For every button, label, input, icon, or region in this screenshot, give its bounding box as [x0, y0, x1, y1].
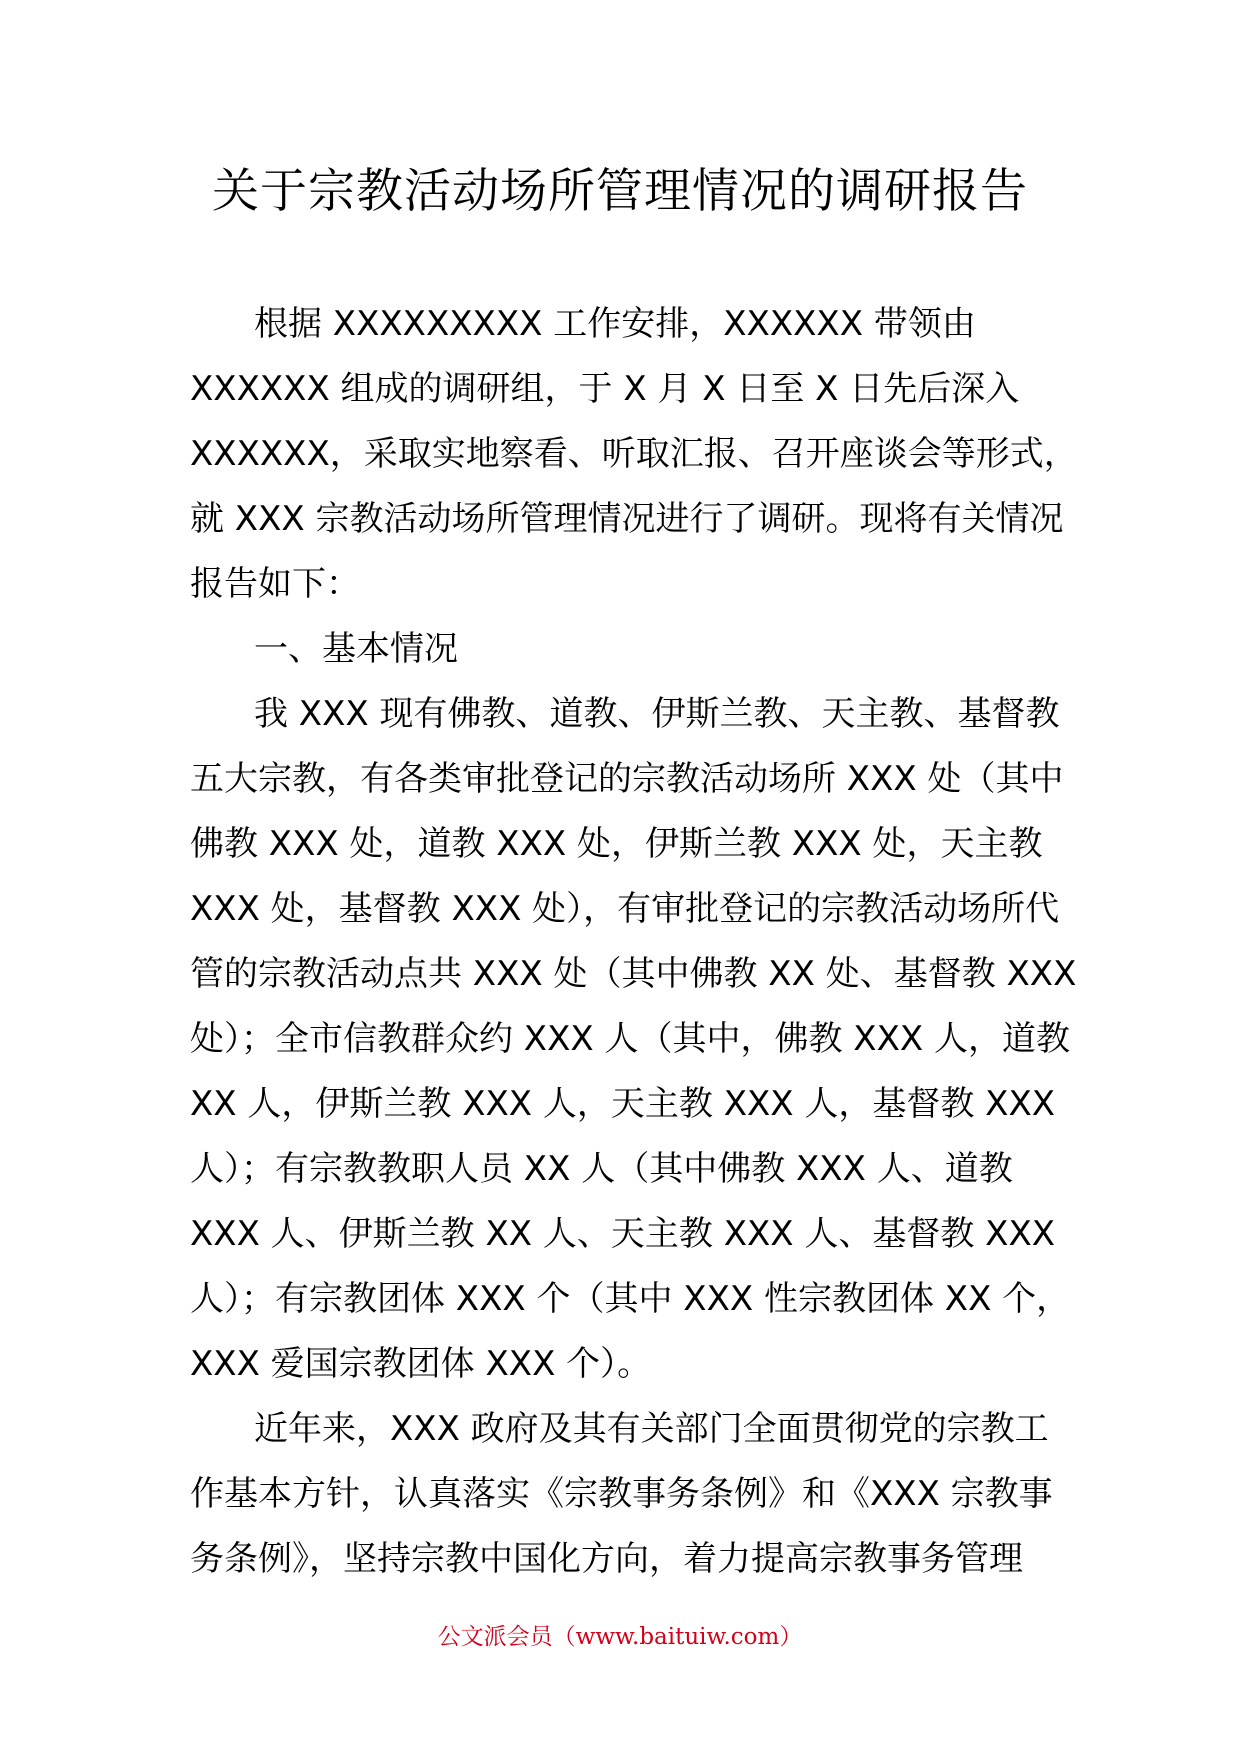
watermark-footer: 公文派会员（www.baituiw.com） [437, 1624, 803, 1650]
body-line-16: 人）；有宗教团体 XXX 个（其中 XXX 性宗教团体 XX 个， [190, 1279, 1071, 1319]
section-heading-basic: 一、基本情况 [254, 629, 458, 669]
body-line-15: XXX 人、伊斯兰教 XX 人、天主教 XXX 人、基督教 XXX [190, 1214, 1056, 1254]
body-line-5: 报告如下： [190, 564, 360, 604]
body-line-3: XXXXXX，采取实地察看、听取汇报、召开座谈会等形式， [190, 434, 1078, 474]
body-line-9: 佛教 XXX 处，道教 XXX 处，伊斯兰教 XXX 处，天主教 [190, 824, 1043, 864]
document-body [190, 292, 1078, 1592]
document-title: 关于宗教活动场所管理情况的调研报告 [212, 164, 1028, 219]
body-line-8: 五大宗教，有各类审批登记的宗教活动场所 XXX 处（其中 [190, 759, 1064, 799]
body-line-14: 人）；有宗教教职人员 XX 人（其中佛教 XXX 人、道教 [190, 1149, 1013, 1189]
body-line-1: 根据 XXXXXXXXX 工作安排，XXXXXX 带领由 [254, 304, 976, 344]
body-line-12: 处）；全市信教群众约 XXX 人（其中，佛教 XXX 人，道教 [190, 1019, 1070, 1059]
body-line-11: 管的宗教活动点共 XXX 处（其中佛教 XX 处、基督教 XXX [190, 954, 1077, 994]
body-line-17: XXX 爱国宗教团体 XXX 个）。 [190, 1344, 652, 1384]
body-line-18: 近年来，XXX 政府及其有关部门全面贯彻党的宗教工 [254, 1409, 1049, 1449]
body-line-13: XX 人，伊斯兰教 XXX 人，天主教 XXX 人，基督教 XXX [190, 1084, 1056, 1124]
body-line-4: 就 XXX 宗教活动场所管理情况进行了调研。现将有关情况 [190, 499, 1064, 539]
body-line-19: 作基本方针，认真落实《宗教事务条例》和《XXX 宗教事 [190, 1474, 1053, 1514]
body-line-10: XXX 处，基督教 XXX 处），有审批登记的宗教活动场所代 [190, 889, 1060, 929]
body-line-2: XXXXXX 组成的调研组，于 X 月 X 日至 X 日先后深入 [190, 369, 1020, 409]
body-line-20: 务条例》，坚持宗教中国化方向，着力提高宗教事务管理 [190, 1539, 1023, 1579]
body-line-7: 我 XXX 现有佛教、道教、伊斯兰教、天主教、基督教 [254, 694, 1060, 734]
